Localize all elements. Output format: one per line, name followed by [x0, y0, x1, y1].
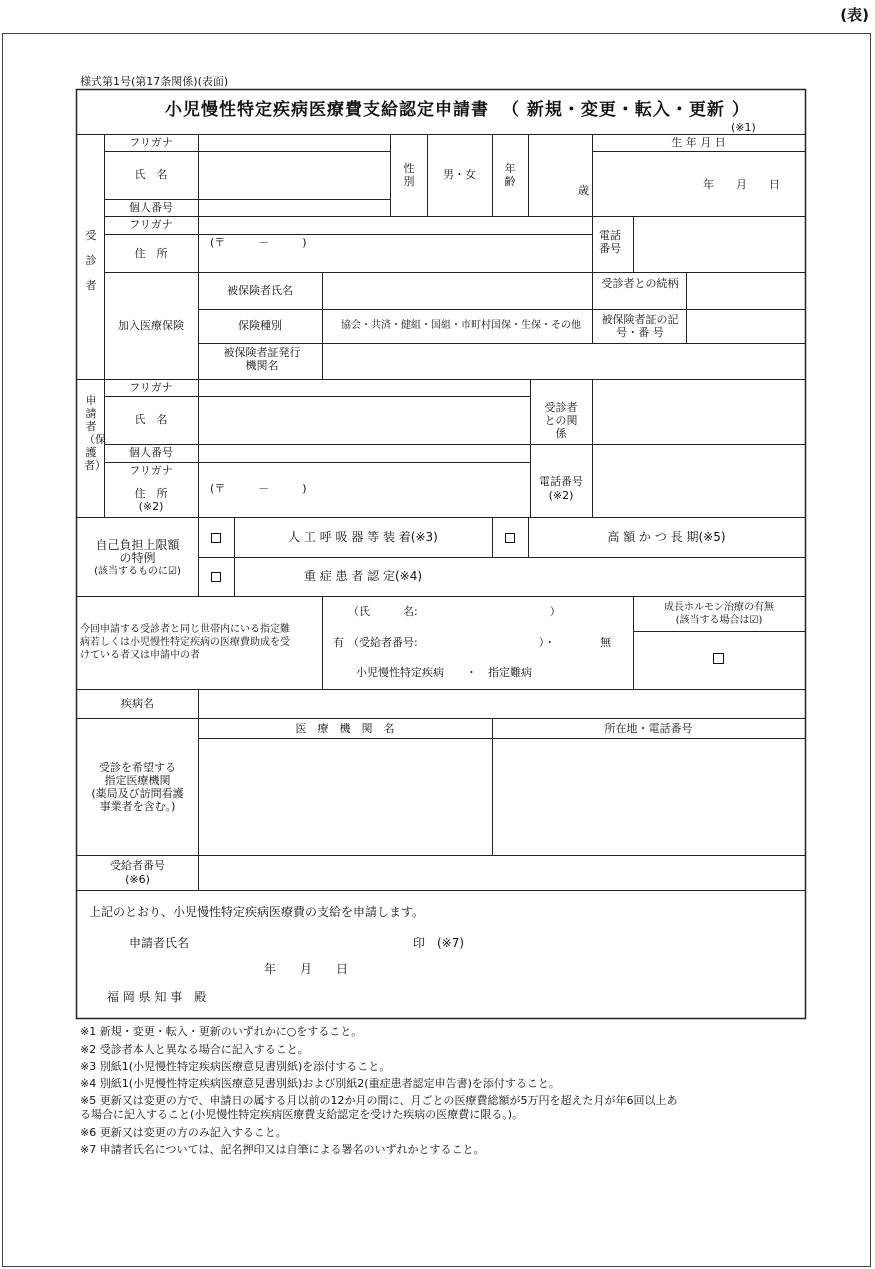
applicant-furigana2-label: フリガナ	[129, 464, 173, 477]
patient-furigana-label: フリガナ	[129, 136, 173, 149]
patient-phone-label: 電話番号	[599, 229, 621, 255]
seal-label: 印 (※7)	[413, 936, 465, 950]
title-options: （ 新規・変更・転入・更新 ）	[502, 100, 750, 120]
growth-hormone-label-2: (該当する場合は☑)	[675, 615, 763, 626]
option-high-long: 高 額 か つ 長 期(※5)	[607, 530, 726, 544]
patient-my-number-label: 個人番号	[129, 201, 173, 214]
form-title: 小児慢性特定疾病医療費支給認定申請書	[165, 100, 489, 120]
patient-address-label: 住 所	[134, 247, 168, 260]
applicant-phone-note: (※2)	[548, 489, 574, 502]
issuer-label: 被保険者証発行機関名	[223, 346, 301, 372]
institution-label-4: 事業者を含む。)	[99, 800, 176, 813]
declaration-statement: 上記のとおり、小児慢性特定疾病医療費の支給を申請します。	[89, 905, 425, 919]
household-disease-types: 小児慢性特定疾病 ・ 指定難病	[356, 666, 532, 679]
sex-label: 性別	[403, 162, 415, 188]
option-severe: 重 症 患 者 認 定(※4)	[303, 569, 423, 583]
note-5: ※5 更新又は変更の方で、申請日の属する月以前の12か月の間に、月ごとの医療費総額が5万円を超えた月が年6回以上あ	[80, 1094, 678, 1107]
disease-name-label: 疾病名	[121, 697, 154, 710]
note-7: ※7 申請者氏名については、記名押印又は自筆による署名のいずれかとすること。	[80, 1143, 485, 1156]
birth-label: 生 年 月 日	[671, 136, 726, 149]
age-label: 年齢	[504, 162, 516, 188]
applicant-phone-label: 電話番号	[539, 475, 583, 488]
household-recipient-line: （受給者番号: ）・	[348, 636, 556, 649]
applicant-postal: (〒 － )	[210, 482, 307, 495]
household-yes[interactable]: 有	[333, 636, 344, 649]
addressee: 福 岡 県 知 事 殿	[107, 990, 207, 1004]
sex-options: 男・女	[443, 168, 476, 181]
growth-hormone-label-1: 成長ホルモン治療の有無	[664, 602, 774, 613]
household-desc-3: けている者又は申請中の者	[80, 650, 200, 661]
institution-label-2: 指定医療機関	[104, 774, 171, 787]
option-ventilator: 人 工 呼 吸 器 等 装 着(※3)	[288, 530, 438, 544]
recipient-number-label: 受給者番号	[110, 859, 165, 872]
special-label-2: の特例	[119, 551, 156, 565]
institution-col-address: 所在地・電話番号	[604, 722, 693, 735]
applicant-signature-label: 申請者氏名	[129, 936, 190, 950]
insured-name-label: 被保険者氏名	[227, 284, 293, 297]
recipient-number-note: (※6)	[125, 873, 150, 886]
page-label: (表)	[840, 6, 869, 24]
note-3: ※3 別紙1(小児慢性特定疾病医療意見書別紙)を添付すること。	[80, 1060, 391, 1073]
application-date: 年 月 日	[264, 962, 349, 976]
insurance-type-options: 協会・共済・健組・国組・市町村国保・生保・その他	[341, 320, 581, 331]
institution-col-name: 医 療 機 関 名	[295, 722, 395, 735]
note-5-cont: る場合に記入すること(小児慢性特定疾病医療費支給認定を受けた疾病の医療費に限る。)。	[80, 1108, 524, 1121]
note-6: ※6 更新又は変更の方のみ記入すること。	[80, 1126, 287, 1139]
checkbox-high-long[interactable]	[505, 533, 515, 543]
note-1: ※1 新規・変更・転入・更新のいずれかに○をすること。	[80, 1025, 363, 1038]
applicant-address-note: (※2)	[138, 500, 164, 513]
patient-postal: (〒 － )	[210, 236, 307, 249]
applicant-my-number-label: 個人番号	[129, 446, 173, 459]
applicant-name-label: 氏 名	[134, 413, 168, 426]
patient-section-label: 受診者	[85, 229, 97, 292]
age-unit: 歳	[578, 184, 589, 197]
checkbox-severe[interactable]	[211, 572, 221, 582]
form-number: 様式第1号(第17条関係)(表面)	[80, 75, 229, 88]
patient-name-label: 氏 名	[134, 168, 168, 181]
note-2: ※2 受診者本人と異なる場合に記入すること。	[80, 1043, 309, 1056]
household-no[interactable]: 無	[600, 636, 611, 649]
applicant-relation-label: 受診者との関係	[544, 401, 578, 440]
institution-label-3: (薬局及び訪問看護	[91, 787, 184, 800]
card-number-label: 被保険者証の記 号・番 号	[601, 313, 679, 339]
title-note: (※1)	[731, 121, 756, 134]
household-desc-2: 病若しくは小児慢性特定疾病の医療費助成を受	[80, 637, 290, 648]
checkbox-ventilator[interactable]	[211, 533, 221, 543]
household-name-line: （氏 名: ）	[348, 605, 561, 618]
special-label-1: 自己負担上限額	[95, 538, 180, 552]
checkbox-growth-hormone[interactable]	[713, 653, 724, 664]
birth-format: 年 月 日	[703, 178, 780, 191]
applicant-furigana-label: フリガナ	[129, 381, 173, 394]
patient-furigana2-label: フリガナ	[129, 218, 173, 231]
insurance-type-label: 保険種別	[238, 319, 282, 332]
insurance-label: 加入医療保険	[118, 319, 184, 332]
applicant-section-label: 申請者（保護者）	[84, 394, 106, 472]
special-label-3: (該当するものに☑)	[94, 566, 181, 577]
household-desc-1: 今回申請する受診者と同じ世帯内にいる指定難	[80, 624, 290, 635]
institution-label-1: 受診を希望する	[99, 761, 176, 774]
note-4: ※4 別紙1(小児慢性特定疾病医療意見書別紙)および別紙2(重症患者認定申告書)を添付すること。	[80, 1077, 560, 1090]
relation-label: 受診者との続柄	[601, 277, 679, 290]
applicant-address-label: 住 所	[134, 487, 168, 500]
